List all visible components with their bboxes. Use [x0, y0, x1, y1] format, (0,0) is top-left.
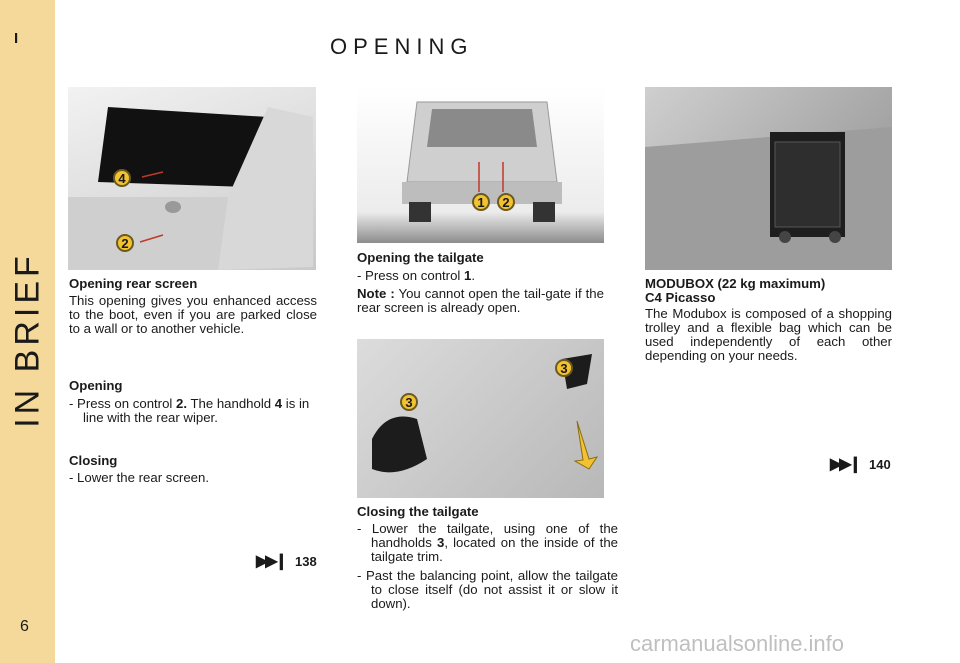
- page-number: 6: [20, 618, 29, 635]
- section-roman-numeral: I: [14, 30, 19, 47]
- callout-badge: 4: [113, 169, 131, 187]
- heading-opening: Opening: [69, 378, 123, 393]
- heading-opening-tailgate: Opening the tailgate: [357, 250, 484, 265]
- instruction-opening: - Press on control 2. The handhold 4 is in line with the rear wiper.: [69, 396, 310, 425]
- note-tailgate: Note : You cannot open the tail-gate if the rear screen is already open.: [357, 286, 604, 315]
- heading-opening-rear-screen: Opening rear screen: [69, 276, 198, 291]
- heading-closing-tailgate: Closing the tailgate: [357, 504, 479, 519]
- handhold-photo: [357, 339, 604, 498]
- page-title: OPENING: [330, 34, 474, 59]
- page-reference[interactable]: ▶▶❙ 138: [256, 553, 317, 570]
- instruction-closing-2: - Past the balancing point, allow the tailgate to close itself (do not assist it or slow it down).: [357, 568, 618, 611]
- paragraph-modubox: The Modubox is composed of a shopping trolley and a flexible bag which can be used independently of each other depending on your needs.: [645, 306, 892, 363]
- instruction-closing: - Lower the rear screen.: [69, 470, 209, 485]
- instruction-closing-1: - Lower the tailgate, using one of the handholds 3, located on the inside of the tailgate trim.: [357, 521, 618, 564]
- callout-badge: 2: [497, 193, 515, 211]
- callout-badge: 1: [472, 193, 490, 211]
- page-reference[interactable]: ▶▶❙ 140: [830, 456, 891, 473]
- fast-forward-icon: ▶▶❙: [830, 456, 860, 473]
- callout-badge: 3: [555, 359, 573, 377]
- instruction-opening-tailgate: - Press on control 1.: [357, 268, 476, 283]
- heading-closing: Closing: [69, 453, 118, 468]
- sidebar: [0, 0, 55, 663]
- section-label: IN BRIEF: [8, 252, 47, 428]
- paragraph-rear-screen: This opening gives you enhanced access to the boot, even if you are parked close to a wall or to another vehicle.: [69, 293, 317, 336]
- tailgate-photo: [357, 87, 604, 243]
- heading-modubox: MODUBOX (22 kg maximum) C4 Picasso: [645, 276, 826, 305]
- fast-forward-icon: ▶▶❙: [256, 553, 286, 570]
- watermark-footer: carmanualsonline.info: [630, 631, 845, 656]
- callout-badge: 3: [400, 393, 418, 411]
- modubox-photo: [645, 87, 892, 270]
- rear-screen-photo: [68, 87, 316, 270]
- callout-badge: 2: [116, 234, 134, 252]
